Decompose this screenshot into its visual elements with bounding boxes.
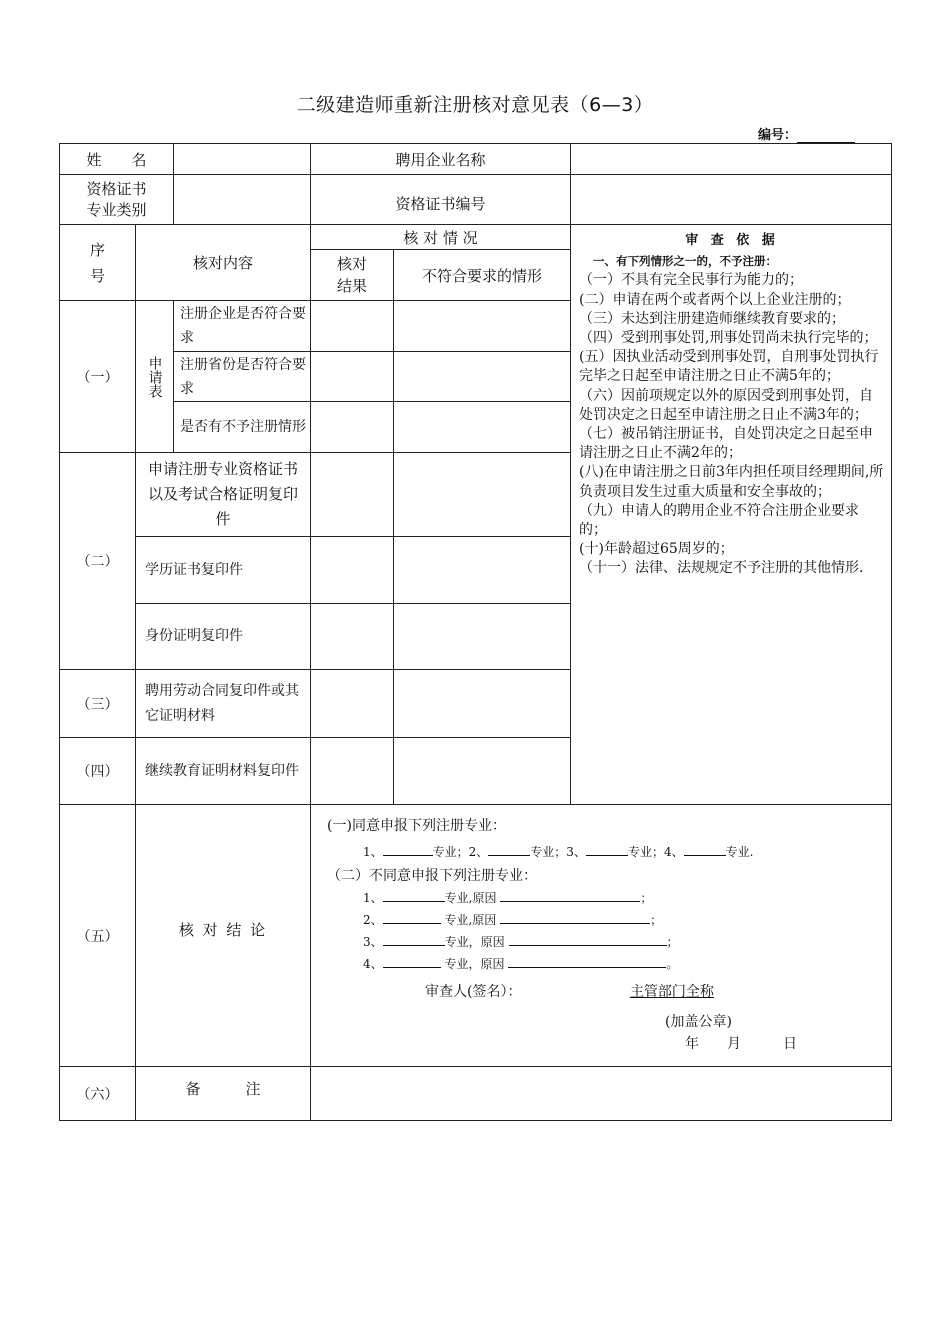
agree-blank[interactable] bbox=[586, 843, 628, 856]
nonconform-cell[interactable] bbox=[394, 537, 571, 604]
seq-header-line1: 序 bbox=[89, 240, 105, 259]
reason-blank[interactable] bbox=[500, 889, 640, 902]
doc-number-label: 编号： bbox=[758, 128, 798, 143]
form-title: 二级建造师重新注册核对意见表（6—3） bbox=[296, 94, 654, 116]
disagree-line bbox=[327, 931, 891, 953]
section3-item: 聘用劳动合同复印件或其它证明材料 bbox=[136, 670, 311, 738]
nonconform-cell[interactable] bbox=[394, 453, 571, 537]
disagree-end: ； bbox=[666, 935, 679, 949]
disagree-blank[interactable] bbox=[383, 933, 445, 946]
nonconform-cell[interactable] bbox=[394, 301, 571, 352]
cert-no-field[interactable] bbox=[571, 175, 892, 225]
disagree-mid: 专业，原因 bbox=[440, 957, 505, 971]
disagree-blank[interactable] bbox=[383, 889, 445, 902]
disagree-mid: 专业，原因 bbox=[444, 935, 505, 949]
basis-item: （七）被吊销注册证书，自处罚决定之日起至申请注册之日止不满2年的； bbox=[579, 426, 874, 462]
remarks-field[interactable] bbox=[311, 1067, 892, 1121]
doc-number-field[interactable] bbox=[797, 130, 855, 143]
basis-title: 审 查 依 据 bbox=[685, 233, 779, 248]
basis-item: （九）申请人的聘用企业不符合注册企业要求的； bbox=[579, 502, 860, 539]
disagree-end: ； bbox=[650, 913, 663, 927]
section6-no: （六） bbox=[60, 1067, 136, 1121]
reason-blank[interactable] bbox=[509, 933, 667, 946]
disagree-line bbox=[327, 953, 891, 975]
agree-blank[interactable] bbox=[684, 843, 726, 856]
cert-type-field[interactable] bbox=[174, 175, 311, 225]
section1-group bbox=[136, 301, 174, 453]
disagree-mid: 专业,原因 bbox=[444, 891, 497, 905]
basis-item: （三）未达到注册建造师继续教育要求的； bbox=[579, 310, 846, 327]
basis-item: (十)年龄超过65周岁的； bbox=[579, 541, 734, 558]
review-basis bbox=[571, 225, 892, 805]
disagree-no: 4、 bbox=[363, 957, 383, 971]
cert-type-label bbox=[60, 175, 174, 225]
disagree-no: 3、 bbox=[363, 935, 383, 949]
nonconform-cell[interactable] bbox=[394, 352, 571, 402]
disagree-line bbox=[327, 887, 891, 909]
section5-no: （五） bbox=[60, 805, 136, 1067]
basis-item: （十一）法律、法规规定不予注册的其他情形. bbox=[579, 560, 864, 577]
conclusion-label: 核 对 结 论 bbox=[136, 805, 311, 1067]
disagree-end: 。 bbox=[666, 957, 679, 971]
conclusion-body bbox=[311, 805, 892, 1067]
reviewer-label: 审查人(签名）： bbox=[425, 984, 522, 1000]
section1-item: 注册省份是否符合要求 bbox=[174, 352, 311, 402]
dept-name[interactable]: 主管部门全称 bbox=[629, 984, 714, 1000]
result-header-line1: 核对 bbox=[337, 255, 368, 273]
section1-group-label: 申请表 bbox=[146, 355, 163, 398]
seq-header-line2: 号 bbox=[89, 266, 105, 285]
section1-item: 注册企业是否符合要求 bbox=[174, 301, 311, 352]
employer-field[interactable] bbox=[571, 144, 892, 175]
cert-type-label-line1: 资格证书 bbox=[86, 179, 147, 198]
agree-sep: 专业；2、 bbox=[432, 845, 489, 859]
result-cell[interactable] bbox=[311, 402, 394, 453]
check-status-header: 核 对 情 况 bbox=[311, 225, 571, 250]
seal-note: (加盖公章) bbox=[665, 1014, 732, 1030]
disagree-blank[interactable] bbox=[383, 955, 441, 968]
result-cell[interactable] bbox=[311, 604, 394, 670]
disagree-blank[interactable] bbox=[383, 911, 441, 924]
basis-item: （一）不具有完全民事行为能力的； bbox=[579, 272, 804, 289]
section1-item: 是否有不予注册情形 bbox=[174, 402, 311, 453]
agree-line bbox=[327, 841, 891, 863]
name-field[interactable] bbox=[174, 144, 311, 175]
result-cell[interactable] bbox=[311, 352, 394, 402]
section2-no: （二） bbox=[60, 453, 136, 670]
reason-blank[interactable] bbox=[508, 955, 666, 968]
employer-label: 聘用企业名称 bbox=[311, 144, 571, 175]
nonconform-cell[interactable] bbox=[394, 402, 571, 453]
disagree-no: 1、 bbox=[363, 891, 383, 905]
cert-type-label-line2: 专业类别 bbox=[86, 200, 147, 219]
result-cell[interactable] bbox=[311, 453, 394, 537]
section4-item: 继续教育证明材料复印件 bbox=[136, 738, 311, 805]
disagree-title: （二）不同意申报下列注册专业： bbox=[327, 868, 538, 884]
disagree-end: ； bbox=[640, 891, 653, 905]
agree-blank[interactable] bbox=[383, 843, 433, 856]
basis-item: (二）申请在两个或者两个以上企业注册的； bbox=[579, 291, 851, 308]
remarks-label: 备 注 bbox=[136, 1067, 311, 1121]
disagree-mid: 专业,原因 bbox=[440, 913, 497, 927]
section2-item: 申请注册专业资格证书以及考试合格证明复印件 bbox=[136, 453, 311, 537]
section3-no: （三） bbox=[60, 670, 136, 738]
agree-no: 1、 bbox=[363, 845, 383, 859]
agree-sep: 专业；4、 bbox=[627, 845, 684, 859]
section2-item: 身份证明复印件 bbox=[136, 604, 311, 670]
agree-blank[interactable] bbox=[488, 843, 530, 856]
result-cell[interactable] bbox=[311, 670, 394, 738]
signature-line bbox=[327, 981, 891, 1003]
content-header: 核对内容 bbox=[136, 225, 311, 301]
nonconform-cell[interactable] bbox=[394, 604, 571, 670]
name-label: 姓 名 bbox=[60, 144, 174, 175]
cert-no-label: 资格证书编号 bbox=[311, 175, 571, 225]
basis-item: (八)在申请注册之日前3年内担任项目经理期间,所负责项目发生过重大质量和安全事故的； bbox=[579, 464, 884, 500]
nonconform-cell[interactable] bbox=[394, 670, 571, 738]
nonconform-cell[interactable] bbox=[394, 738, 571, 805]
basis-item: （四）受到刑事处罚,刑事处罚尚未执行完毕的； bbox=[579, 330, 878, 347]
section4-no: （四） bbox=[60, 738, 136, 805]
seq-header bbox=[60, 225, 136, 301]
result-cell[interactable] bbox=[311, 738, 394, 805]
basis-subtitle: 一、有下列情形之一的，不予注册： bbox=[593, 254, 778, 269]
agree-sep: 专业；3、 bbox=[530, 845, 586, 859]
section1-no: （一） bbox=[60, 301, 136, 453]
basis-item: (五）因执业活动受到刑事处罚，自刑事处罚执行完毕之日起至申请注册之日止不满5年的； bbox=[579, 349, 879, 385]
result-header bbox=[311, 250, 394, 301]
date-line: 年 月 日 bbox=[685, 1036, 798, 1052]
basis-item: （六）因前项规定以外的原因受到刑事处罚，自处罚决定之日起至申请注册之日止不满3年的； bbox=[579, 387, 874, 423]
agree-end: 专业. bbox=[725, 845, 754, 859]
verification-table bbox=[59, 143, 892, 1121]
result-header-line2: 结果 bbox=[337, 277, 368, 295]
result-cell[interactable] bbox=[311, 537, 394, 604]
nonconform-header: 不符合要求的情形 bbox=[394, 250, 571, 301]
doc-number bbox=[758, 124, 855, 143]
disagree-no: 2、 bbox=[363, 913, 383, 927]
result-cell[interactable] bbox=[311, 301, 394, 352]
reason-blank[interactable] bbox=[500, 911, 650, 924]
section2-item: 学历证书复印件 bbox=[136, 537, 311, 604]
agree-title: (一)同意申报下列注册专业： bbox=[327, 818, 506, 834]
disagree-line bbox=[327, 909, 891, 931]
